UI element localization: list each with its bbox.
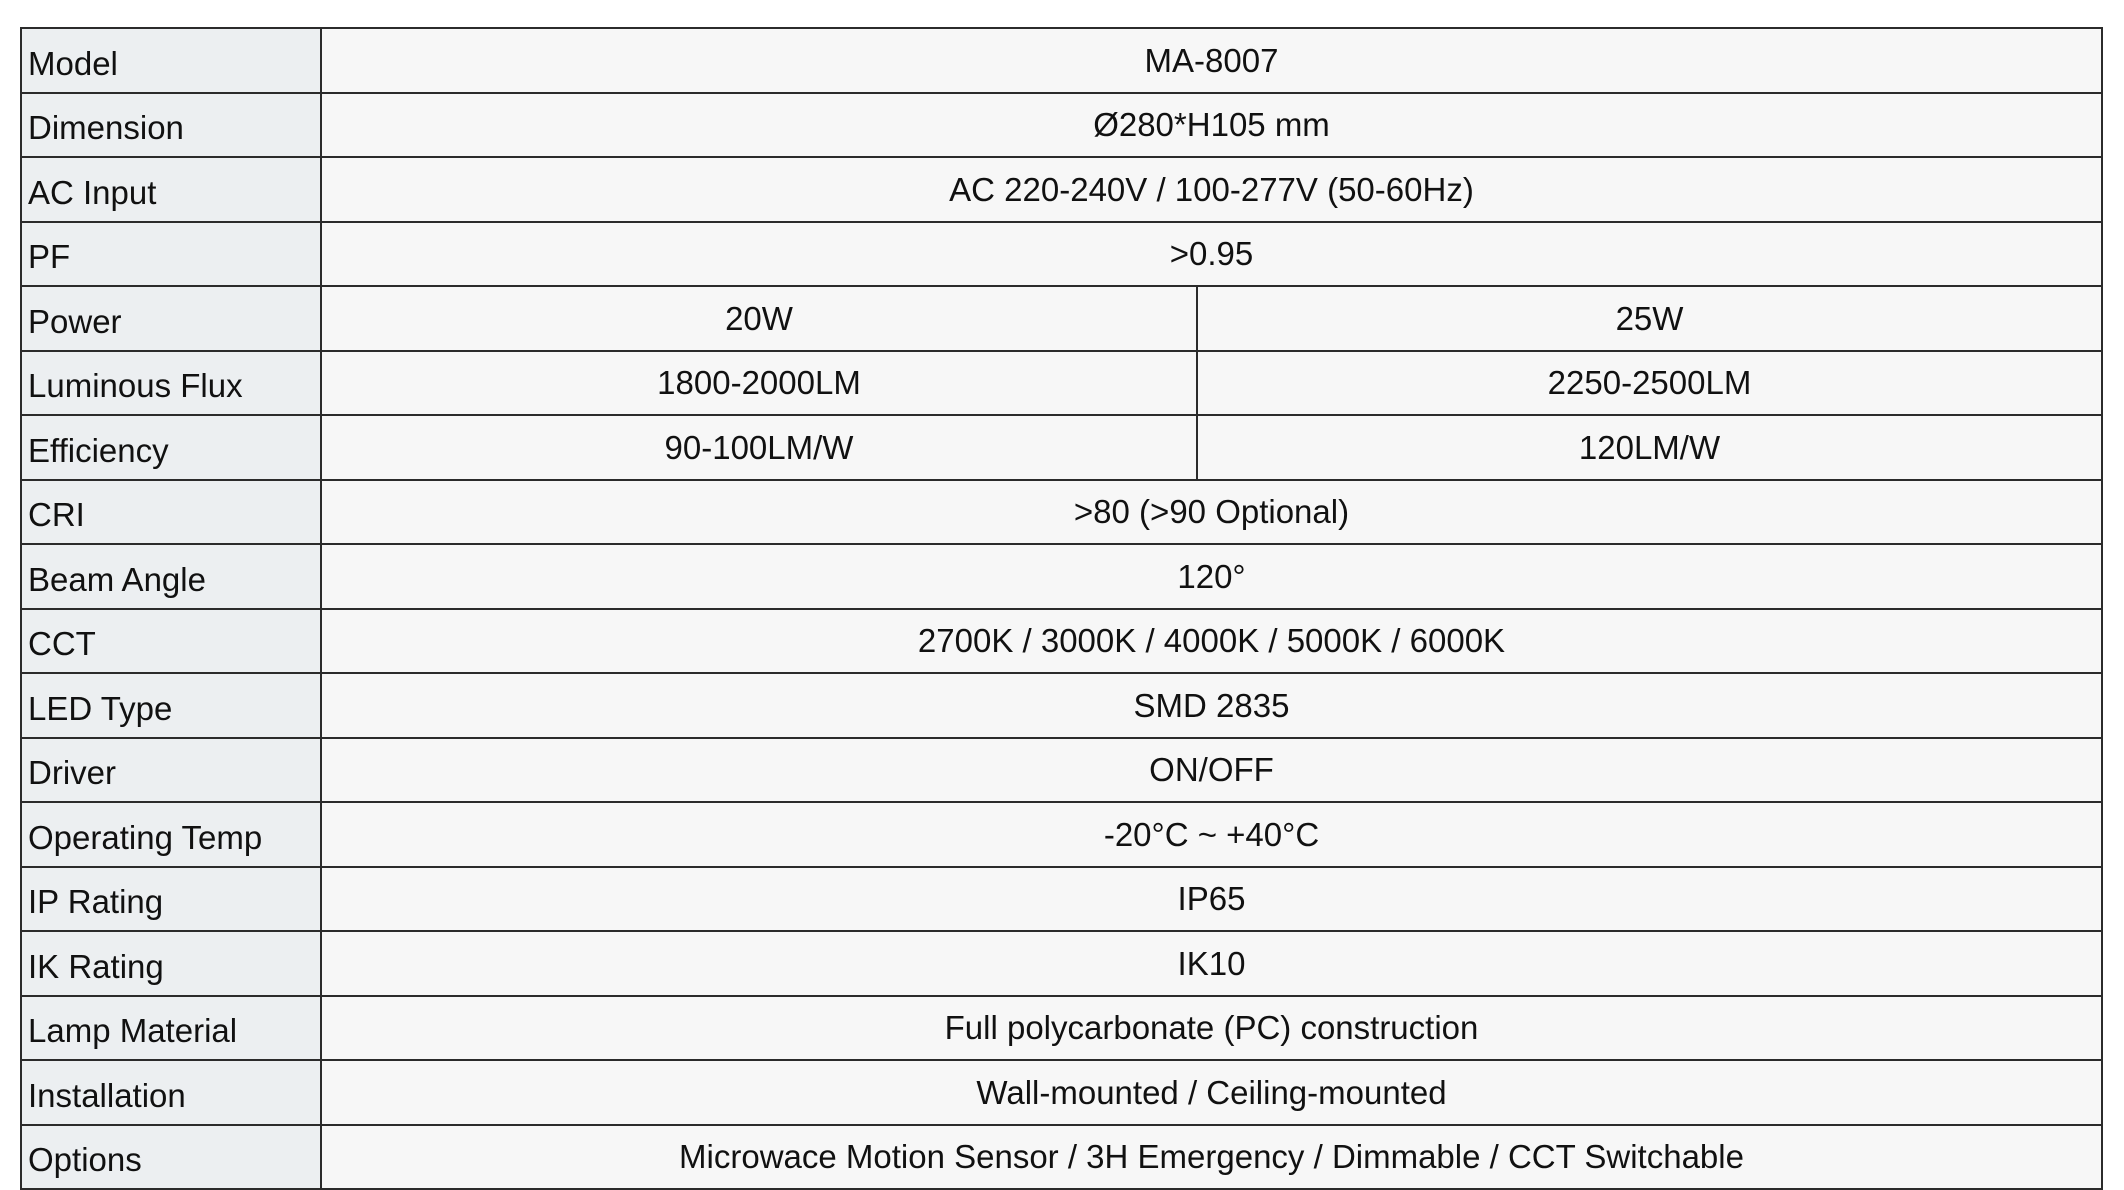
- row-value: Full polycarbonate (PC) construction: [321, 996, 2102, 1061]
- row-value-25w: 120LM/W: [1197, 415, 2102, 480]
- row-label: CCT: [21, 609, 321, 674]
- row-label: PF: [21, 222, 321, 287]
- row-value-20w: 20W: [321, 286, 1197, 351]
- spec-table: [20, 27, 2103, 1190]
- row-label: Driver: [21, 738, 321, 803]
- row-label: AC Input: [21, 157, 321, 222]
- spec-row-luminous-flux: [21, 351, 2102, 416]
- row-label: Operating Temp: [21, 802, 321, 867]
- spec-row-installation: [21, 1060, 2102, 1125]
- spec-row-driver: [21, 738, 2102, 803]
- row-label: Model: [21, 28, 321, 93]
- row-label: Beam Angle: [21, 544, 321, 609]
- spec-row-led-type: [21, 673, 2102, 738]
- spec-row-operating-temp: [21, 802, 2102, 867]
- row-value: IP65: [321, 867, 2102, 932]
- row-value: Ø280*H105 mm: [321, 93, 2102, 158]
- row-value: Wall-mounted / Ceiling-mounted: [321, 1060, 2102, 1125]
- spec-row-pf: [21, 222, 2102, 287]
- row-label: IK Rating: [21, 931, 321, 996]
- spec-row-ik-rating: [21, 931, 2102, 996]
- spec-row-cri: [21, 480, 2102, 545]
- row-value-25w: 2250-2500LM: [1197, 351, 2102, 416]
- spec-row-efficiency: [21, 415, 2102, 480]
- row-value: AC 220-240V / 100-277V (50-60Hz): [321, 157, 2102, 222]
- spec-row-ac-input: [21, 157, 2102, 222]
- row-value: 2700K / 3000K / 4000K / 5000K / 6000K: [321, 609, 2102, 674]
- spec-row-lamp-material: [21, 996, 2102, 1061]
- spec-row-beam-angle: [21, 544, 2102, 609]
- spec-row-cct: [21, 609, 2102, 674]
- row-label: Installation: [21, 1060, 321, 1125]
- row-label: Efficiency: [21, 415, 321, 480]
- row-value: IK10: [321, 931, 2102, 996]
- row-value: 120°: [321, 544, 2102, 609]
- row-value: Microwace Motion Sensor / 3H Emergency / Dimmable / CCT Switchable: [321, 1125, 2102, 1190]
- spec-row-options: [21, 1125, 2102, 1190]
- row-label: Power: [21, 286, 321, 351]
- row-value: -20°C ~ +40°C: [321, 802, 2102, 867]
- row-value-20w: 90-100LM/W: [321, 415, 1197, 480]
- row-value-20w: 1800-2000LM: [321, 351, 1197, 416]
- row-label: LED Type: [21, 673, 321, 738]
- row-value-25w: 25W: [1197, 286, 2102, 351]
- row-label: Options: [21, 1125, 321, 1190]
- spec-row-dimension: [21, 93, 2102, 158]
- row-value: >80 (>90 Optional): [321, 480, 2102, 545]
- row-label: Luminous Flux: [21, 351, 321, 416]
- row-label: Lamp Material: [21, 996, 321, 1061]
- row-value: SMD 2835: [321, 673, 2102, 738]
- row-value: >0.95: [321, 222, 2102, 287]
- row-label: CRI: [21, 480, 321, 545]
- spec-row-ip-rating: [21, 867, 2102, 932]
- row-label: Dimension: [21, 93, 321, 158]
- row-label: IP Rating: [21, 867, 321, 932]
- spec-row-power: [21, 286, 2102, 351]
- row-value: MA-8007: [321, 28, 2102, 93]
- row-value: ON/OFF: [321, 738, 2102, 803]
- spec-row-model: [21, 28, 2102, 93]
